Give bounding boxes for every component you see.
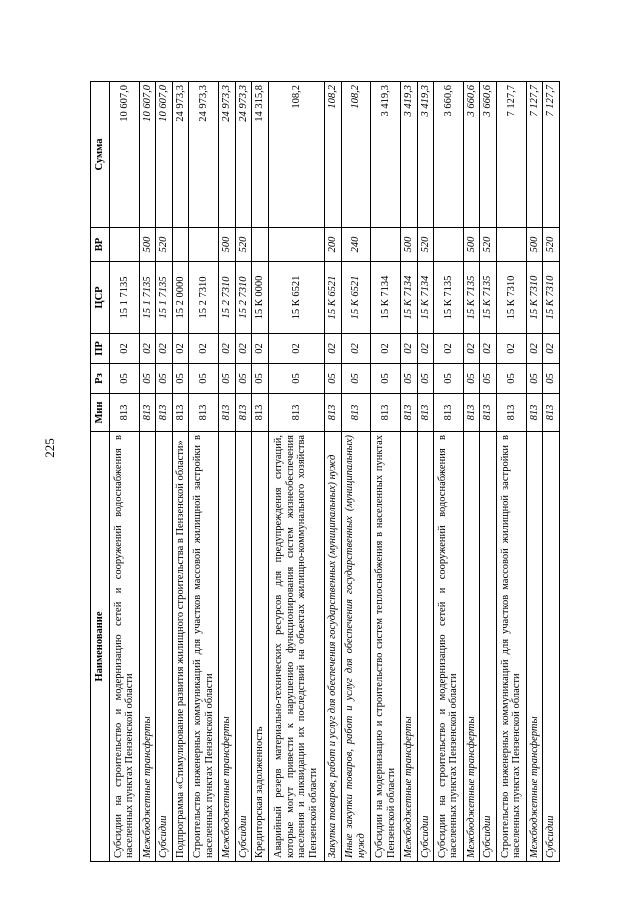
cell-rz: 05 xyxy=(252,364,269,394)
cell-name: Межбюджетные трансферты xyxy=(463,432,480,862)
cell-name: Строительство инженерных коммуникаций для участков массовой жилищной застройки в населенных пунктах Пензенской области xyxy=(189,432,219,862)
page-number: 225 xyxy=(42,438,57,458)
header-sum: Сумма xyxy=(91,82,110,228)
cell-pr: 02 xyxy=(463,334,480,364)
cell-name: Иные закупки товаров, работ и услуг для обеспечения государственных (муниципальных) нужд xyxy=(341,432,371,862)
cell-pr: 02 xyxy=(341,334,371,364)
cell-rz: 05 xyxy=(341,364,371,394)
table-body xyxy=(110,82,560,862)
cell-csr: 15 2 7310 xyxy=(189,262,219,334)
cell-pr: 02 xyxy=(496,334,526,364)
cell-sum: 3 660,6 xyxy=(434,82,464,228)
cell-name: Субсидии на модернизацию и строительство систем теплоснабжения в населенных пунктах Пензенской области xyxy=(371,432,401,862)
header-min: Мин xyxy=(91,394,110,432)
cell-sum: 24 973,3 xyxy=(189,82,219,228)
cell-pr: 02 xyxy=(543,334,560,364)
cell-min: 813 xyxy=(341,394,371,432)
cell-pr: 02 xyxy=(417,334,434,364)
cell-name: Субсидии на строительство и модернизацию сетей и сооружений водоснабжения в населенных пунктах Пензенской области xyxy=(434,432,464,862)
cell-sum: 24 973,3 xyxy=(235,82,252,228)
cell-name: Межбюджетные трансферты xyxy=(139,432,156,862)
cell-name: Субсидии xyxy=(480,432,497,862)
cell-vr xyxy=(252,228,269,262)
cell-sum: 3 660,6 xyxy=(463,82,480,228)
cell-rz: 05 xyxy=(371,364,401,394)
cell-sum: 14 315,8 xyxy=(252,82,269,228)
cell-rz: 05 xyxy=(324,364,341,394)
cell-vr xyxy=(110,228,140,262)
cell-rz: 05 xyxy=(189,364,219,394)
cell-vr: 500 xyxy=(463,228,480,262)
cell-min: 813 xyxy=(235,394,252,432)
cell-min: 813 xyxy=(324,394,341,432)
cell-sum: 7 127,7 xyxy=(496,82,526,228)
table-row xyxy=(463,82,480,862)
cell-name: Межбюджетные трансферты xyxy=(219,432,236,862)
cell-min: 813 xyxy=(417,394,434,432)
cell-csr: 15 К 7310 xyxy=(526,262,543,334)
cell-pr: 02 xyxy=(400,334,417,364)
cell-sum: 3 419,3 xyxy=(417,82,434,228)
cell-min: 813 xyxy=(110,394,140,432)
table-row xyxy=(341,82,371,862)
cell-pr: 02 xyxy=(189,334,219,364)
cell-csr: 15 К 7134 xyxy=(400,262,417,334)
cell-min: 813 xyxy=(434,394,464,432)
cell-vr: 500 xyxy=(400,228,417,262)
cell-sum: 7 127,7 xyxy=(543,82,560,228)
cell-csr: 15 К 6521 xyxy=(268,262,324,334)
cell-rz: 05 xyxy=(417,364,434,394)
cell-vr xyxy=(434,228,464,262)
table-row xyxy=(543,82,560,862)
cell-min: 813 xyxy=(400,394,417,432)
cell-csr: 15 К 0000 xyxy=(252,262,269,334)
table-row xyxy=(400,82,417,862)
table-row xyxy=(252,82,269,862)
cell-csr: 15 К 6521 xyxy=(324,262,341,334)
cell-csr: 15 1 7135 xyxy=(110,262,140,334)
table-header-row xyxy=(91,82,110,862)
cell-vr: 520 xyxy=(480,228,497,262)
cell-rz: 05 xyxy=(156,364,173,394)
cell-pr: 02 xyxy=(156,334,173,364)
cell-min: 813 xyxy=(172,394,189,432)
cell-name: Подпрограмма «Стимулирование развития жилищного строительства в Пензенской области» xyxy=(172,432,189,862)
rotated-table-container xyxy=(90,82,560,862)
cell-csr: 15 2 0000 xyxy=(172,262,189,334)
cell-rz: 05 xyxy=(434,364,464,394)
cell-sum: 10 607,0 xyxy=(156,82,173,228)
cell-vr: 500 xyxy=(139,228,156,262)
cell-csr: 15 2 7310 xyxy=(235,262,252,334)
cell-min: 813 xyxy=(543,394,560,432)
cell-vr xyxy=(371,228,401,262)
header-vr: ВР xyxy=(91,228,110,262)
cell-rz: 05 xyxy=(139,364,156,394)
cell-min: 813 xyxy=(463,394,480,432)
table-row xyxy=(235,82,252,862)
cell-name: Межбюджетные трансферты xyxy=(400,432,417,862)
cell-sum: 3 419,3 xyxy=(400,82,417,228)
cell-name: Субсидии xyxy=(156,432,173,862)
cell-csr: 15 1 7135 xyxy=(156,262,173,334)
table-row xyxy=(268,82,324,862)
cell-pr: 02 xyxy=(139,334,156,364)
cell-rz: 05 xyxy=(480,364,497,394)
cell-csr: 15 К 7310 xyxy=(496,262,526,334)
cell-pr: 02 xyxy=(252,334,269,364)
cell-min: 813 xyxy=(268,394,324,432)
cell-vr: 520 xyxy=(156,228,173,262)
cell-vr xyxy=(268,228,324,262)
cell-vr xyxy=(496,228,526,262)
cell-min: 813 xyxy=(156,394,173,432)
cell-min: 813 xyxy=(371,394,401,432)
cell-rz: 05 xyxy=(543,364,560,394)
cell-rz: 05 xyxy=(235,364,252,394)
table-row xyxy=(110,82,140,862)
cell-pr: 02 xyxy=(526,334,543,364)
cell-pr: 02 xyxy=(110,334,140,364)
table-row xyxy=(526,82,543,862)
cell-csr: 15 2 7310 xyxy=(219,262,236,334)
cell-name: Субсидии xyxy=(417,432,434,862)
cell-rz: 05 xyxy=(110,364,140,394)
cell-name: Аварийный резерв материально-технических ресурсов для предупреждения ситуаций, которые могут привести к нарушению функционирования систем жизнеобеспечения населения и ликвидации их последствий на объектах жилищно-коммунального хозяйства Пензенской области xyxy=(268,432,324,862)
cell-pr: 02 xyxy=(219,334,236,364)
cell-pr: 02 xyxy=(371,334,401,364)
cell-name: Субсидии на строительство и модернизацию сетей и сооружений водоснабжения в населенных пунктах Пензенской области xyxy=(110,432,140,862)
cell-sum: 108,2 xyxy=(341,82,371,228)
cell-csr: 15 К 6521 xyxy=(341,262,371,334)
table-row xyxy=(417,82,434,862)
cell-sum: 108,2 xyxy=(324,82,341,228)
table-row xyxy=(480,82,497,862)
cell-rz: 05 xyxy=(268,364,324,394)
cell-sum: 24 973,3 xyxy=(219,82,236,228)
cell-name: Кредиторская задолженность xyxy=(252,432,269,862)
cell-rz: 05 xyxy=(526,364,543,394)
table-row xyxy=(434,82,464,862)
header-name: Наименование xyxy=(91,432,110,862)
cell-csr: 15 К 7134 xyxy=(371,262,401,334)
cell-rz: 05 xyxy=(496,364,526,394)
cell-min: 813 xyxy=(526,394,543,432)
table-row xyxy=(496,82,526,862)
cell-vr xyxy=(172,228,189,262)
cell-vr: 500 xyxy=(526,228,543,262)
cell-vr: 500 xyxy=(219,228,236,262)
cell-sum: 10 607,0 xyxy=(110,82,140,228)
table-row xyxy=(371,82,401,862)
cell-min: 813 xyxy=(496,394,526,432)
budget-table xyxy=(90,81,560,862)
cell-rz: 05 xyxy=(400,364,417,394)
cell-name: Субсидии xyxy=(543,432,560,862)
cell-vr: 200 xyxy=(324,228,341,262)
cell-rz: 05 xyxy=(172,364,189,394)
header-pr: ПР xyxy=(91,334,110,364)
header-csr: ЦСР xyxy=(91,262,110,334)
cell-name: Субсидии xyxy=(235,432,252,862)
table-row xyxy=(189,82,219,862)
table-row xyxy=(139,82,156,862)
cell-sum: 3 660,6 xyxy=(480,82,497,228)
cell-pr: 02 xyxy=(268,334,324,364)
cell-csr: 15 К 7134 xyxy=(417,262,434,334)
table-row xyxy=(156,82,173,862)
cell-vr: 240 xyxy=(341,228,371,262)
cell-vr xyxy=(189,228,219,262)
cell-name: Межбюджетные трансферты xyxy=(526,432,543,862)
cell-rz: 05 xyxy=(219,364,236,394)
cell-min: 813 xyxy=(480,394,497,432)
cell-csr: 15 К 7135 xyxy=(463,262,480,334)
cell-pr: 02 xyxy=(172,334,189,364)
cell-pr: 02 xyxy=(324,334,341,364)
cell-pr: 02 xyxy=(235,334,252,364)
cell-csr: 15 К 7310 xyxy=(543,262,560,334)
header-rz: Рз xyxy=(91,364,110,394)
cell-csr: 15 К 7135 xyxy=(480,262,497,334)
table-row xyxy=(324,82,341,862)
cell-sum: 3 419,3 xyxy=(371,82,401,228)
cell-min: 813 xyxy=(252,394,269,432)
cell-sum: 24 973,3 xyxy=(172,82,189,228)
cell-sum: 7 127,7 xyxy=(526,82,543,228)
cell-sum: 108,2 xyxy=(268,82,324,228)
table-row xyxy=(172,82,189,862)
cell-vr: 520 xyxy=(417,228,434,262)
cell-pr: 02 xyxy=(434,334,464,364)
cell-vr: 520 xyxy=(235,228,252,262)
cell-min: 813 xyxy=(189,394,219,432)
cell-rz: 05 xyxy=(463,364,480,394)
cell-name: Закупка товаров, работ и услуг для обеспечения государственных (муниципальных) нужд xyxy=(324,432,341,862)
cell-csr: 15 К 7135 xyxy=(434,262,464,334)
table-row xyxy=(219,82,236,862)
cell-name: Строительство инженерных коммуникаций для участков массовой жилищной застройки в населенных пунктах Пензенской области xyxy=(496,432,526,862)
cell-csr: 15 1 7135 xyxy=(139,262,156,334)
cell-pr: 02 xyxy=(480,334,497,364)
cell-min: 813 xyxy=(139,394,156,432)
cell-sum: 10 607,0 xyxy=(139,82,156,228)
cell-min: 813 xyxy=(219,394,236,432)
cell-vr: 520 xyxy=(543,228,560,262)
